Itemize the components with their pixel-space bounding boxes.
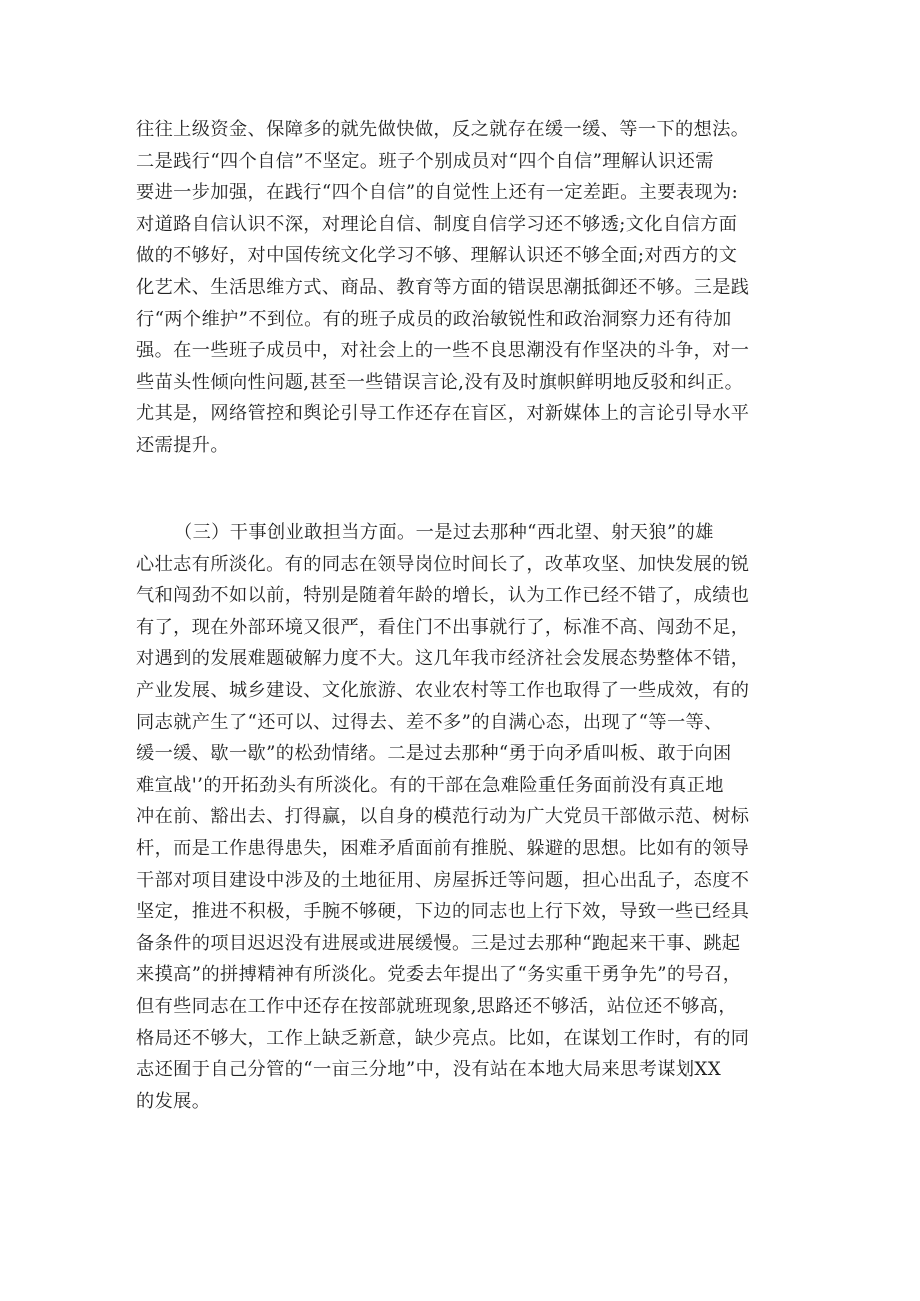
paragraph-line: 尤其是，网络管控和舆论引导工作还存在盲区，对新媒体上的言论引导水平 — [136, 403, 750, 425]
paragraph-line: 做的不够好，对中国传统文化学习不够、理解认识还不够全面;对西方的文 — [136, 245, 738, 267]
paragraph-line: 同志就产生了“还可以、过得去、差不多”的自满心态，出现了“等一等、 — [136, 711, 723, 733]
paragraph-line: 但有些同志在工作中还存在按部就班现象,思路还不够活，站位还不够高， — [136, 995, 737, 1017]
paragraph-line: 心壮志有所淡化。有的同志在领导岗位时间长了，改革攻坚、加快发展的锐 — [136, 553, 750, 575]
paragraph-first-line: （三）干事创业敢担当方面。一是过去那种“西北望、射天狼”的雄 — [174, 522, 714, 543]
paragraph-line: 缓一缓、歇一歇”的松劲情绪。二是过去那种“勇于向矛盾叫板、敢于向困 — [136, 743, 732, 765]
paragraph-line: 格局还不够大，工作上缺乏新意，缺少亮点。比如，在谋划工作时，有的同 — [136, 1027, 750, 1049]
paragraph-line: 坚定，推进不积极，手腕不够硬，下边的同志也上行下效，导致一些已经具 — [136, 901, 750, 923]
paragraph-line: 要进一步加强，在践行“四个自信”的自觉性上还有一定差距。主要表现为: — [136, 182, 739, 204]
paragraph-line: 有了，现在外部环境又很严，看住门不出事就行了，标准不高、闯劲不足， — [136, 616, 750, 638]
paragraph-line: 行“两个维护”不到位。有的班子成员的政治敏锐性和政治洞察力还有待加 — [136, 308, 732, 330]
paragraph-line: 来摸高”的拼搏精神有所淡化。党委去年提出了“务实重干勇争先”的号召， — [136, 964, 742, 986]
paragraph-1 — [136, 114, 796, 462]
paragraph-line: 些苗头性倾向性问题,甚至一些错误言论,没有及时旗帜鲜明地反驳和纠正。 — [136, 371, 744, 393]
paragraph-line: 干部对项目建设中涉及的土地征用、房屋拆迁等问题，担心出乱子，态度不 — [136, 869, 750, 891]
paragraph-line: 气和闯劲不如以前，特别是随着年龄的增长，认为工作已经不错了，成绩也 — [136, 585, 750, 607]
paragraph-line: 化艺术、生活思维方式、商品、教育等方面的错误思潮抵御还不够。三是践 — [136, 276, 750, 298]
paragraph-line: 难宣战'’的开拓劲头有所淡化。有的干部在急难险重任务面前没有真正地 — [136, 774, 724, 796]
paragraph-line: 志还囿于自己分管的“一亩三分地”中，没有站在本地大局来思考谋划XX — [136, 1059, 722, 1081]
paragraph-2 — [136, 517, 796, 1117]
paragraph-line: 还需提升。 — [136, 434, 229, 456]
paragraph-line: 产业发展、城乡建设、文化旅游、农业农村等工作也取得了一些成效，有的 — [136, 679, 750, 701]
paragraph-line: 的发展。 — [136, 1090, 211, 1112]
paragraph-line: 往往上级资金、保障多的就先做快做，反之就存在缓一缓、等一下的想法。 — [136, 119, 750, 140]
paragraph-line: 二是践行“四个自信”不坚定。班子个别成员对“四个自信”理解认识还需 — [136, 150, 714, 172]
paragraph-line: 杆，而是工作患得患失，困难矛盾面前有推脱、躲避的思想。比如有的领导 — [136, 837, 750, 859]
paragraph-line: 对遇到的发展难题破解力度不大。这几年我市经济社会发展态势整体不错， — [136, 648, 750, 670]
paragraph-line: 冲在前、豁出去、打得赢，以自身的模范行动为广大党员干部做示范、树标 — [136, 806, 750, 828]
paragraph-line: 强。在一些班子成员中，对社会上的一些不良思潮没有作坚决的斗争，对一 — [136, 340, 750, 362]
paragraph-line: 备条件的项目迟迟没有进展或进展缓慢。三是过去那种“跑起来干事、跳起 — [136, 932, 741, 954]
paragraph-line: 对道路自信认识不深，对理论自信、制度自信学习还不够透;文化自信方面 — [136, 213, 738, 235]
